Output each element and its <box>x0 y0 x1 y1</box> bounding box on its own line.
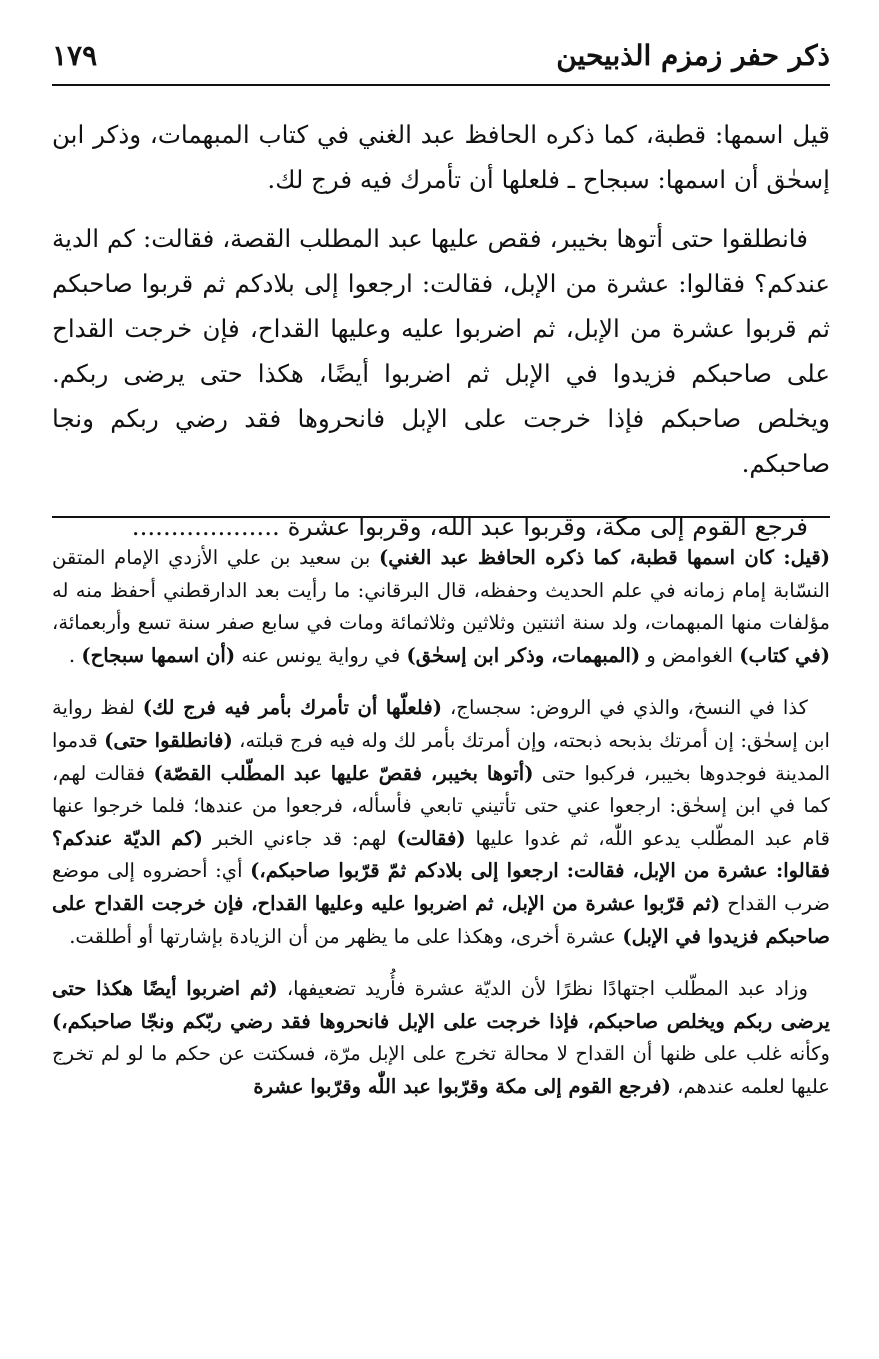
continuation-dots: ................... <box>131 512 280 541</box>
quoted-main-text: (ثم اضربوا أيضًا هكذا حتى يرضى ربكم ويخلص صاحبكم، فإذا خرجت على الإبل فانحروها فقد رضي ربّكم ونجّا صاحبكم،) <box>52 977 830 1033</box>
quoted-main-text: (فقالت) <box>396 826 466 850</box>
quoted-main-text: (ثم قرّبوا عشرة من الإبل، ثم اضربوا عليه وعليها القداح، فإن خرجت القداح على صاحبكم فزيدوا في الإبل) <box>52 891 830 948</box>
quoted-main-text: (كم الديّة عندكم؟ فقالوا: عشرة من الإبل، فقالت: ارجعوا إلى بلادكم ثمّ قرّبوا صاحبكم،) <box>52 826 830 883</box>
commentary-segment: فقالت لهم، كما في ابن إسحٰق: ارجعوا عني حتى تأتيني تابعي فأسأله، فرجعوا من عندها؛ فلما خرجوا عنها قام عبد المطّلب يدعو اللّٰه، ثم غدوا عليها <box>52 761 830 850</box>
commentary-paragraph-2 <box>52 692 830 953</box>
commentary-segment: الغوامض و <box>640 643 740 667</box>
commentary-segment: بن سعيد بن علي الأزدي الإمام المتقن النسّابة إمام زمانه في علم الحديث وحفظه، قال البرقاني: ما رأيت بعد الدارقطني أحفظ منه له مؤلفات منها المبهمات، ولد سنة اثنتين وثلاثين وثلاثمائة ومات في سابع صفر سنة تسع وأربعمائة، <box>52 546 830 635</box>
quoted-main-text: (قيل: كان اسمها قطبة، كما ذكره الحافظ عبد الغني) <box>379 546 831 569</box>
quoted-main-text: (فلعلّها أن تأمرك بأمر فيه فرج لك) <box>142 696 442 720</box>
quoted-main-text: (فرجع القوم إلى مكة وقرّبوا عبد اللّٰه وقرّبوا عشرة <box>253 1074 671 1098</box>
main-text <box>52 112 830 567</box>
quoted-main-text: (المبهمات، وذكر ابن إسحٰق) <box>406 643 641 667</box>
commentary-paragraph-3 <box>52 973 830 1103</box>
commentary-segment: أي: أحضروه إلى موضع ضرب القداح <box>52 859 830 915</box>
commentary-segment: عشرة أخرى، وهكذا على ما يظهر من أن الزيادة بإشارتها أو أطلقت. <box>69 924 623 948</box>
commentary-segment: قدموا المدينة فوجدوها بخيبر، فركبوا حتى <box>52 728 831 785</box>
commentary-segment: لهم: قد جاءني الخبر <box>202 826 397 850</box>
page-number: ١٧٩ <box>52 39 98 72</box>
commentary-segment: وزاد عبد المطّلب اجتهادًا نظرًا لأن الديّة عشرة فأُريد تضعيفها، <box>277 977 809 1001</box>
commentary-segment: لفظ رواية ابن إسحٰق: إن أمرتك بذبحه ذبحته، وإن أمرتك بأمر لك وله فيه فرج قبلته، <box>52 696 831 752</box>
commentary-divider <box>52 516 830 518</box>
commentary-segment: في رواية يونس عنه <box>235 643 407 667</box>
running-title: ذكر حفر زمزم الذبيحين <box>556 39 830 72</box>
quoted-main-text: (في كتاب) <box>739 643 830 667</box>
quoted-main-text: (فانطلقوا حتى) <box>104 728 233 752</box>
page-header <box>52 28 830 86</box>
commentary-text <box>52 542 830 1124</box>
commentary-segment: . <box>68 643 82 667</box>
commentary-segment: وكأنه غلب على ظنها أن القداح لا محالة تخرج على الإبل مرّة، فسكتت عن حكم ما لو لم تخرج عليها لعلمه عندهم، <box>52 1042 830 1098</box>
quoted-main-text: (أتوها بخيبر، فقصّ عليها عبد المطّلب القصّة) <box>153 761 534 785</box>
main-paragraph-2-text: فانطلقوا حتى أتوها بخيبر، فقص عليها عبد المطلب القصة، فقالت: كم الدية عندكم؟ فقالوا: عشرة من الإبل، فقالت: ارجعوا إلى بلادكم ثم قربوا صاحبكم ثم قربوا عشرة من الإبل، ثم اضربوا عليه وعليها القداح، فإن خرجت القداح على صاحبكم فزيدوا في الإبل ثم اضربوا أيضًا، هكذا حتى يرضى ربكم. ويخلص صاحبكم فإذا خرجت على الإبل فانحروها فقد رضي ربكم ونجا صاحبكم. <box>52 224 830 478</box>
main-paragraph-2 <box>52 216 830 486</box>
main-paragraph-1 <box>52 112 830 202</box>
commentary-paragraph-1 <box>52 542 830 672</box>
main-paragraph-3-text: فرجع القوم إلى مكة، وقربوا عبد الله، وقربوا عشرة <box>287 512 808 541</box>
main-paragraph-1-text: قيل اسمها: قطبة، كما ذكره الحافظ عبد الغني في كتاب المبهمات، وذكر ابن إسحٰق أن اسمها: سبجاح ـ فلعلها أن تأمرك فيه فرج لك. <box>52 120 830 194</box>
commentary-segment: كذا في النسخ، والذي في الروض: سجساج، <box>442 696 808 720</box>
quoted-main-text: (أن اسمها سبجاح) <box>81 643 236 667</box>
book-page <box>52 28 830 1328</box>
